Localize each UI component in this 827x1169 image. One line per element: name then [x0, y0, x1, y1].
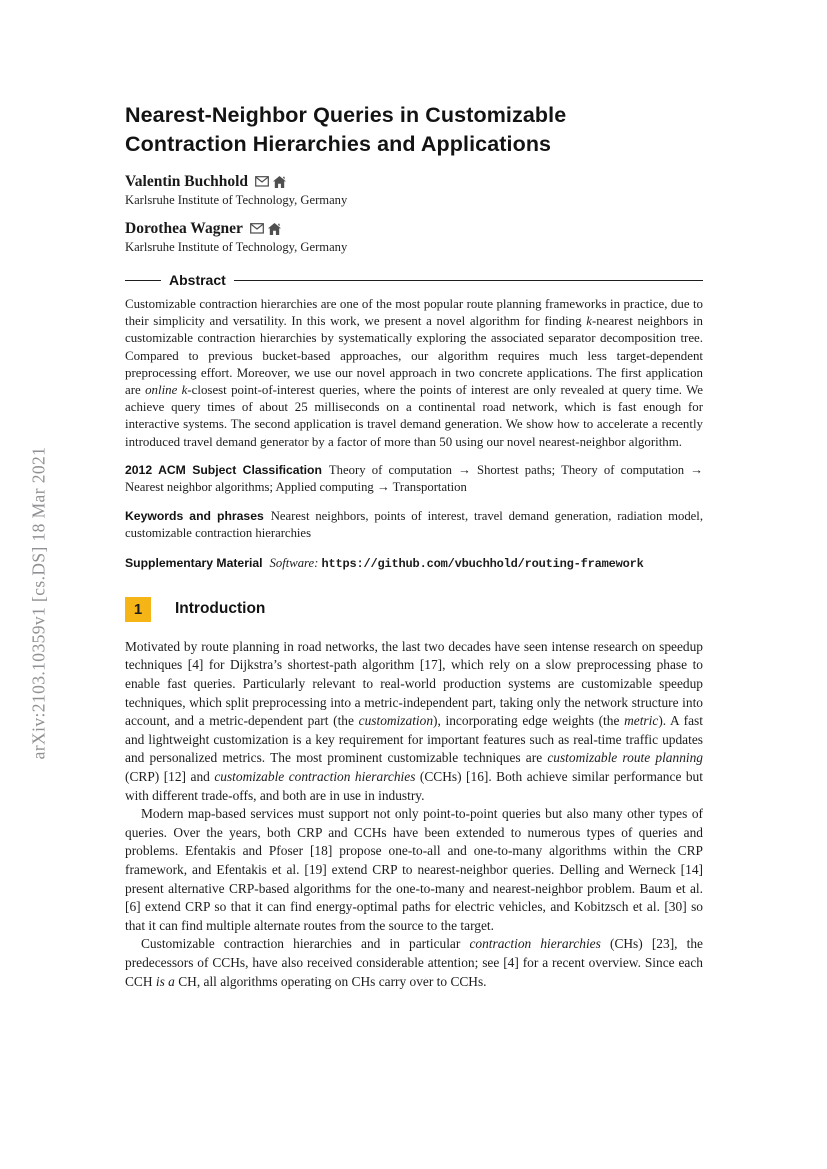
intro-paragraph-3: Customizable contraction hierarchies and in particular contraction hierarchies (CHs) [23], the predecessors of CCHs, have also received considerable attention; see [4] for a recent overview. Since each CCH is a CH, all algorithms operating on CHs carry over to CCHs. [125, 936, 703, 989]
section-heading-row [125, 597, 703, 622]
email-icon[interactable] [250, 223, 264, 234]
author-block [125, 219, 703, 255]
content-column [125, 0, 703, 991]
author-affiliation: Karlsruhe Institute of Technology, Germany [125, 240, 348, 254]
arxiv-watermark: arXiv:2103.10359v1 [cs.DS] 18 Mar 2021 [28, 446, 49, 760]
supplementary-kind: Software: [269, 556, 319, 571]
section-number-box: 1 [125, 597, 151, 622]
paper-title-line1: Nearest-Neighbor Queries in Customizable [125, 103, 567, 127]
author-name: Dorothea Wagner [125, 220, 243, 237]
paper-title [125, 101, 703, 159]
keywords-label: Keywords and phrases [125, 508, 264, 523]
author-block [125, 172, 703, 208]
intro-paragraph-1: Motivated by route planning in road networks, the last two decades have seen intense research on speedup techniques [4] for Dijkstra’s shortest-path algorithm [17], which rely on a slow preprocessing phase to enable fast queries. Particularly relevant to real-world production systems are customizable speedup techniques, which split preprocessing into a metric-independent part, taking only the network structure into account, and a metric-dependent part (the customization), incorporating edge weights (the metric). A fast and lightweight customization is a key requirement for important features such as real-time traffic updates and personalized metrics. The most prominent customizable techniques are customizable route planning (CRP) [12] and customizable contraction hierarchies (CCHs) [16]. Both achieve similar performance but with different trade-offs, and both are in use in industry. [125, 638, 703, 803]
supplementary-url[interactable]: https://github.com/vbuchhold/routing-framework [321, 557, 644, 572]
paper-title-line2: Contraction Hierarchies and Applications [125, 132, 552, 156]
abstract-header [125, 272, 703, 288]
acm-classification [125, 462, 703, 497]
author-contact-icons [255, 176, 286, 188]
abstract-heading: Abstract [169, 272, 226, 288]
acm-classification-label: 2012 ACM Subject Classification [125, 462, 322, 477]
acm-classification-text: Theory of computation → Shortest paths; Theory of computation → Nearest neighbor algorithms; Applied computing → Transportation [125, 462, 703, 495]
intro-paragraph-2: Modern map-based services must support not only point-to-point queries but also many other types of queries. Over the years, both CRP and CCHs have been extended to numerous types of queries and problems. Efentakis and Pfoser [18] propose one-to-all and one-to-many algorithms within the CRP framework, and Efentakis et al. [19] extend CRP to nearest-neighbor queries. Delling and Werneck [14] present alternative CRP-based algorithms for the one-to-many and nearest-neighbor problem. Baum et al. [6] extend CRP so that it can find energy-optimal paths for electric vehicles, and Kobitzsch et al. [30] so that it can find multiple alternate routes from the source to the target. [125, 806, 703, 933]
abstract-text: Customizable contraction hierarchies are one of the most popular route planning frameworks in practice, due to their simplicity and versatility. In this work, we present a novel algorithm for finding k-nearest neighbors in customizable contraction hierarchies by systematically exploring the associated separator decomposition tree. Compared to previous bucket-based approaches, our algorithm requires much less target-dependent preprocessing effort. Moreover, we use our novel approach in two concrete applications. The first application are online k-closest point-of-interest queries, where the points of interest are only revealed at query time. We achieve query times of about 25 milliseconds on a continental road network, which is fast enough for interactive systems. The second application is travel demand generation. We show how to accelerate a recently introduced travel demand generator by a factor of more than 50 using our novel nearest-neighbor algorithm. [125, 297, 703, 449]
homepage-icon[interactable] [268, 223, 281, 235]
keywords-text: Nearest neighbors, points of interest, travel demand generation, radiation model, customizable contraction hierarchies [125, 508, 703, 541]
section-title: Introduction [175, 600, 266, 618]
email-icon[interactable] [255, 176, 269, 187]
homepage-icon[interactable] [273, 176, 286, 188]
author-affiliation: Karlsruhe Institute of Technology, Germany [125, 193, 348, 207]
keywords [125, 508, 703, 543]
supplementary-material [125, 555, 703, 573]
author-name: Valentin Buchhold [125, 173, 249, 190]
abstract-rule-right [234, 280, 703, 281]
supplementary-label: Supplementary Material [125, 556, 263, 571]
author-contact-icons [250, 223, 281, 235]
abstract-rule-left [125, 280, 161, 281]
